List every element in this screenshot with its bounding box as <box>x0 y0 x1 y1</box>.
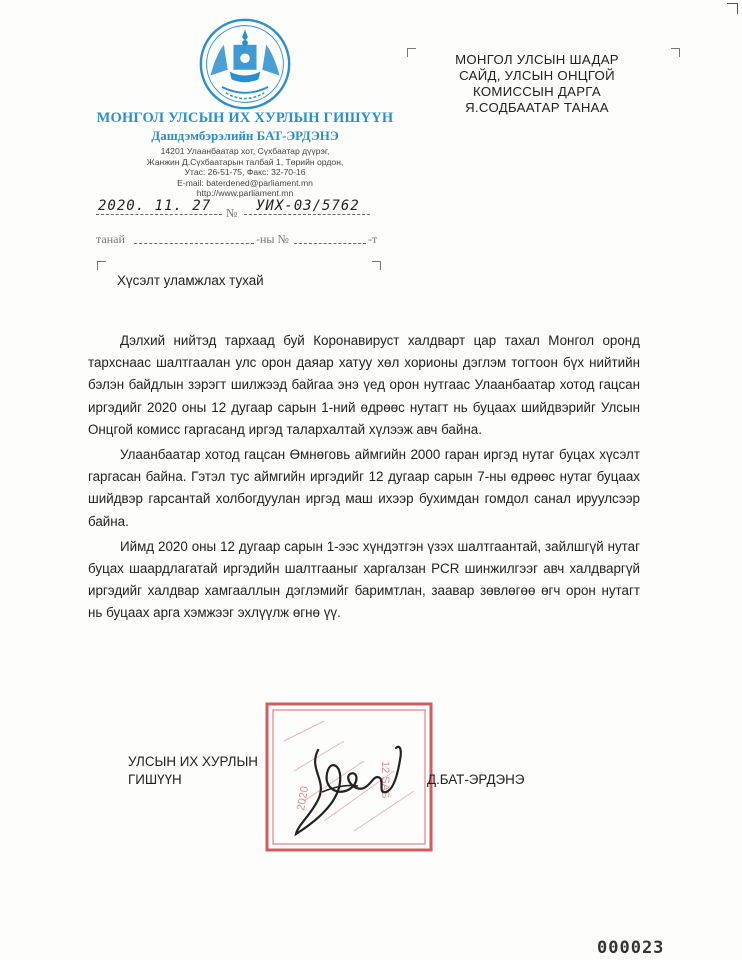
letter-body <box>88 330 640 628</box>
recipient-line: Я.СОДБААТАР ТАНАА <box>465 100 609 115</box>
organization-name: МОНГОЛ УЛСЫН ИХ ХУРЛЫН ГИШҮҮН <box>96 110 394 126</box>
state-emblem-icon <box>197 16 293 112</box>
address-line: 14201 Улаанбаатар хот, Сүхбаатар дүүрэг, <box>160 146 330 156</box>
recipient-block <box>437 52 637 116</box>
svg-text:12 SAS: 12 SAS <box>379 761 391 799</box>
recipient-line: САЙД, УЛСЫН ОНЦГОЙ <box>459 68 615 83</box>
email-line: E-mail: baterdened@parliament.mn <box>177 177 313 188</box>
t-label: -т <box>368 232 378 246</box>
recipient-line: МОНГОЛ УЛСЫН ШАДАР <box>455 52 619 67</box>
ny-label: -ны № <box>256 232 289 246</box>
phone-line: Утас: 26-51-75, Факс: 32-70-16 <box>184 167 306 177</box>
address-line: Жанжин Д.Сүхбаатарын талбай 1, Төрийн ордон, <box>146 156 344 167</box>
body-paragraph: Иймд 2020 оны 12 дугаар сарын 1-ээс хүндэтгэн үзэх шалтгаантай, зайлшгүй нутаг буцах шаардлагатай иргэдийн шалтгааныг харгалзан PCR шинжилгээг авч халдваргүй иргэдийг халдвар хамгааллын дэглэмийг баримтлан, заавар зөвлөгөө өгч орон нутагт нь буцаах арга хэмжээг эхлүүлж өгнө үү. <box>88 538 640 621</box>
corner-mark <box>407 48 416 57</box>
corner-mark <box>727 3 738 14</box>
recipient-line: КОМИССЫН ДАРГА <box>473 84 601 99</box>
body-paragraph: Дэлхий нийтэд тархаад буй Коронавируст халдварт цар тахал Монгол оронд тархснаас шалтгаалан улс орон даяар хатуу хөл хорионы дэглэм тогтоон бүх нийтийн бэлэн байдлын зэрэгт шилжээд байгаа энэ үед орон нутгаас Улаанбаатар хотод гацсан иргэдийг 2020 оны 12 дугаар сарын 1-ний өдрөөс нутагт нь буцаах шийдвэрийг Улсын Онцгой комисс гаргасанд иргэд талархалтай хүлээж авч байна. <box>88 333 640 437</box>
letter-date: 2020. 11. 27 <box>98 198 212 214</box>
letter-number: УИХ-03/5762 <box>256 198 360 214</box>
website-line: http://www.parliament.mn <box>196 188 294 198</box>
svg-text:2020: 2020 <box>295 785 312 812</box>
tanai-label: танай <box>96 232 125 246</box>
corner-mark <box>372 261 381 270</box>
signatory-name: Д.БАТ-ЭРДЭНЭ <box>427 772 525 787</box>
signatory-title-line: УЛСЫН ИХ ХУРЛЫН <box>128 754 258 769</box>
corner-mark <box>97 261 106 270</box>
letter-subject: Хүсэлт уламжлах тухай <box>117 273 264 288</box>
signatory-title <box>128 753 258 789</box>
number-label: № <box>226 206 238 220</box>
serial-number: 000023 <box>597 938 665 958</box>
member-name: Дашдэмбэрэлийн БАТ-ЭРДЭНЭ <box>151 128 339 143</box>
signatory-title-line: ГИШҮҮН <box>128 772 182 787</box>
corner-mark <box>671 48 680 57</box>
body-paragraph: Улаанбаатар хотод гацсан Өмнөговь аймгийн 2000 гаран иргэд нутаг буцах хүсэлт гаргасан байна. Гэтэл тус аймгийн иргэдийг 12 дугаар сарын 7-ны өдрөөс нутаг буцаах шийдвэр гарсантай холбогдуулан иргэд маш ихээр бухимдан гомдол санал ируулсээр байна. <box>88 447 640 529</box>
handwritten-signature-icon <box>288 730 418 840</box>
